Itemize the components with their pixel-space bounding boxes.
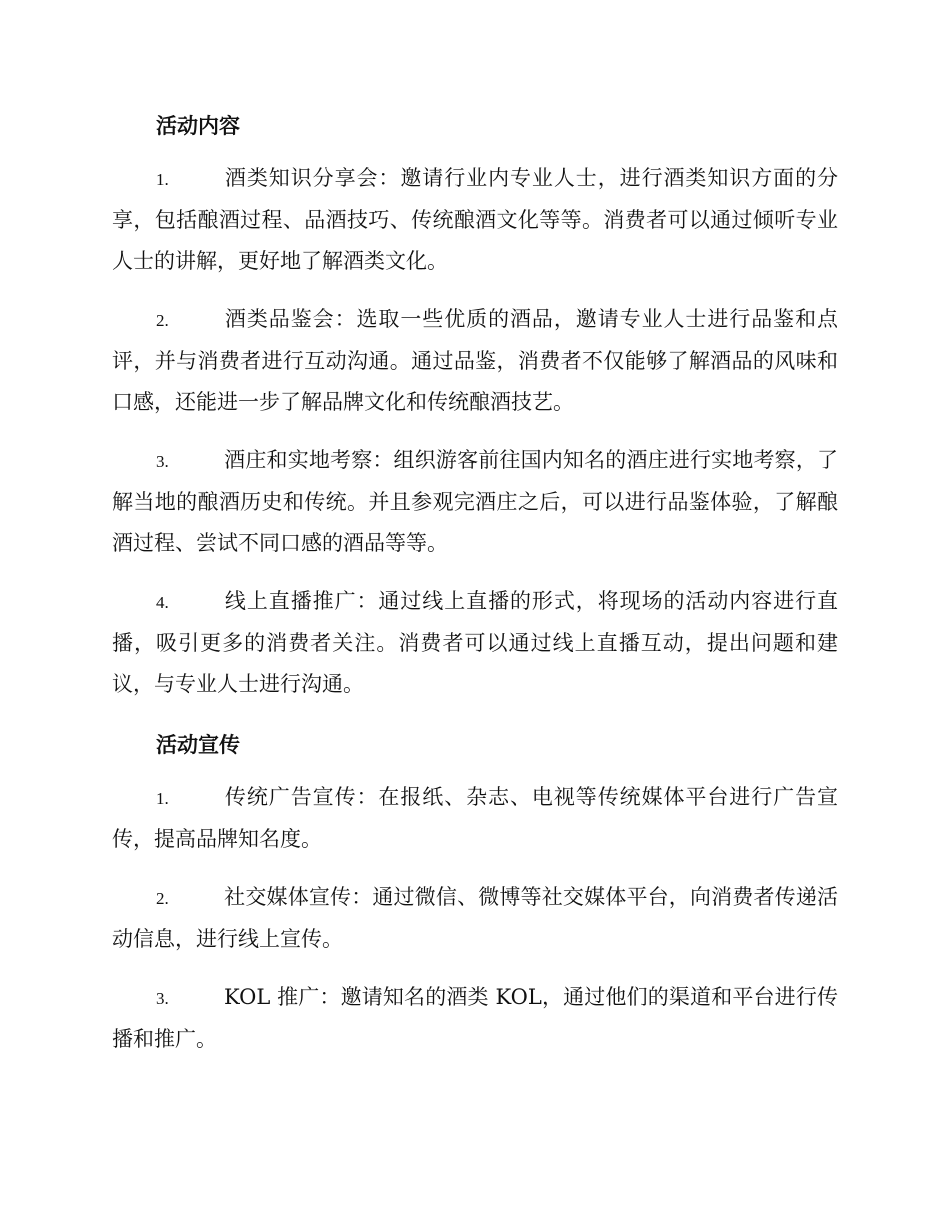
list-item-number: 1. <box>156 170 169 189</box>
list-item <box>112 158 838 282</box>
list-item-number: 2. <box>156 311 169 330</box>
section-heading-activity-promotion: 活动宣传 <box>156 732 240 757</box>
list-item-text: KOL 推广：邀请知名的酒类 KOL，通过他们的渠道和平台进行传播和推广。 <box>112 985 838 1051</box>
list-item-number: 3. <box>156 989 169 1008</box>
list-item-number: 2. <box>156 889 169 908</box>
list-item-text: 酒类知识分享会：邀请行业内专业人士，进行酒类知识方面的分享，包括酿酒过程、品酒技巧、传统酿酒文化等等。消费者可以通过倾听专业人士的讲解，更好地了解酒类文化。 <box>112 166 838 273</box>
list-item <box>112 299 838 423</box>
list-item <box>112 777 838 860</box>
list-item-text: 社交媒体宣传：通过微信、微博等社交媒体平台，向消费者传递活动信息，进行线上宣传。 <box>112 885 838 951</box>
list-item-number: 1. <box>156 789 169 808</box>
list-item <box>112 440 838 564</box>
list-item-text: 线上直播推广：通过线上直播的形式，将现场的活动内容进行直播，吸引更多的消费者关注。消费者可以通过线上直播互动，提出问题和建议，与专业人士进行沟通。 <box>112 589 838 696</box>
list-item <box>112 877 838 960</box>
list-item-text: 酒类品鉴会：选取一些优质的酒品，邀请专业人士进行品鉴和点评，并与消费者进行互动沟通。通过品鉴，消费者不仅能够了解酒品的风味和口感，还能进一步了解品牌文化和传统酿酒技艺。 <box>112 307 838 414</box>
list-item-text: 酒庄和实地考察：组织游客前往国内知名的酒庄进行实地考察，了解当地的酿酒历史和传统。并且参观完酒庄之后，可以进行品鉴体验，了解酿酒过程、尝试不同口感的酒品等等。 <box>112 448 838 555</box>
section-heading-activity-content: 活动内容 <box>156 113 240 138</box>
list-item-text: 传统广告宣传：在报纸、杂志、电视等传统媒体平台进行广告宣传，提高品牌知名度。 <box>112 785 838 851</box>
list-item-number: 4. <box>156 593 169 612</box>
list-item <box>112 977 838 1060</box>
document-content <box>112 106 838 1077</box>
list-item <box>112 581 838 705</box>
list-item-number: 3. <box>156 452 169 471</box>
